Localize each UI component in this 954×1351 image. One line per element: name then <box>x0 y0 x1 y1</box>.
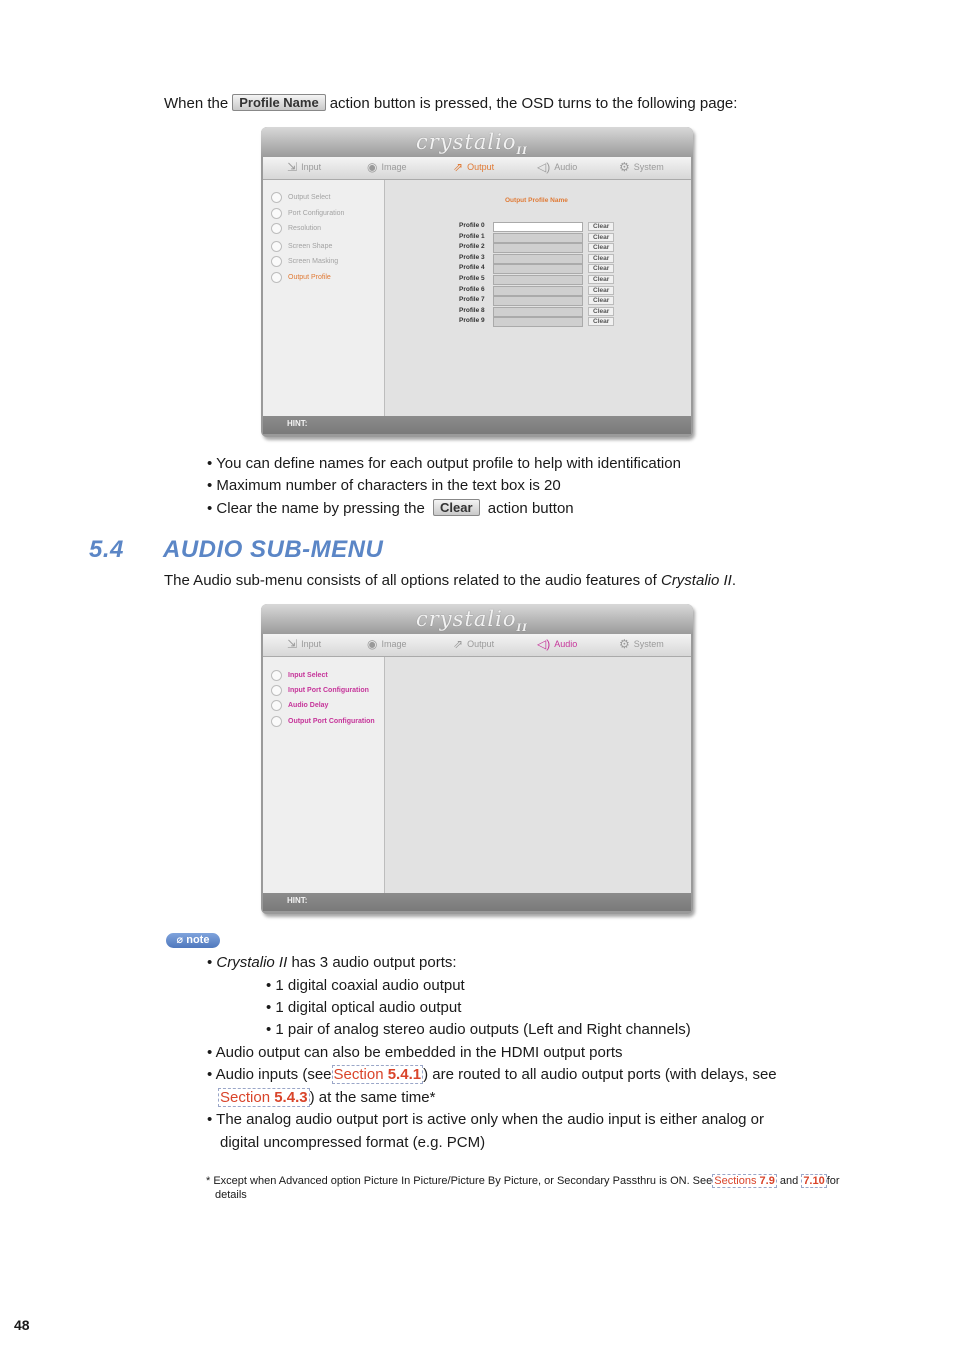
tab-label: System <box>633 162 664 172</box>
radio-icon <box>271 670 282 681</box>
bullet-clear: • Clear the name by pressing the Clear action button <box>207 500 574 517</box>
menu-label: Screen Masking <box>288 258 339 265</box>
tab-input <box>287 160 321 174</box>
tab-label: Image <box>381 162 407 172</box>
tab-label: Input <box>301 162 322 172</box>
eye-icon: ◉ <box>367 160 378 174</box>
osd-title-bar <box>261 604 693 634</box>
tab-system <box>619 160 664 174</box>
speaker-icon: ◁) <box>537 160 551 174</box>
link-number: 7.9 <box>759 1175 775 1187</box>
profile-name-input <box>493 264 583 274</box>
footnote <box>206 1174 840 1188</box>
tab-label: Output <box>467 639 495 649</box>
clear-button: Clear <box>588 296 614 305</box>
menu-label: Input Port Configuration <box>288 687 369 694</box>
output-icon: ⇗ <box>453 160 464 174</box>
menu-label: Port Configuration <box>288 210 345 217</box>
osd-tab-bar <box>263 157 691 180</box>
clear-button: Clear <box>588 275 614 284</box>
osd-title-bar <box>261 127 693 157</box>
tab-audio <box>537 160 577 174</box>
link-section-5-4-3[interactable] <box>218 1088 310 1107</box>
sub-bullet-optical: • 1 digital optical audio output <box>266 999 462 1016</box>
profile-label: Profile 1 <box>459 233 485 240</box>
bullet-text: The analog audio output port is active only when the audio input is either analog or <box>216 1111 765 1128</box>
link-word: Section <box>333 1066 384 1083</box>
osd-hint-bar <box>263 416 691 434</box>
tab-label: Input <box>301 639 322 649</box>
footnote-text: Except when Advanced option Picture In Picture/Picture By Picture, or Secondary Passthru is ON. See <box>213 1175 713 1187</box>
bullet-text: Audio output can also be embedded in the HDMI output ports <box>215 1044 623 1061</box>
link-word: Sections <box>714 1175 757 1187</box>
clear-button: Clear <box>588 243 614 252</box>
logo-text: crystalio <box>416 607 517 631</box>
clear-button: Clear <box>588 233 614 242</box>
link-number: 5.4.3 <box>274 1089 308 1106</box>
radio-icon <box>271 256 282 267</box>
input-icon: ⇲ <box>287 637 298 651</box>
menu-item-input-port-configuration <box>271 685 369 696</box>
osd-empty-panel <box>385 657 691 893</box>
logo-sub: II <box>516 146 528 158</box>
bullet-max-chars: • Maximum number of characters in the text box is 20 <box>207 477 561 494</box>
logo-sub: II <box>516 623 528 635</box>
footnote-for: for <box>826 1175 840 1187</box>
profile-label: Profile 0 <box>459 222 485 229</box>
osd-output-profile-screenshot <box>261 127 693 437</box>
sub-bullet-analog: • 1 pair of analog stereo audio outputs (Left and Right channels) <box>266 1021 691 1038</box>
osd-side-menu <box>263 657 385 893</box>
clear-button: Clear <box>588 264 614 273</box>
section-number: 5.4 <box>89 536 124 563</box>
tab-output <box>453 160 494 174</box>
bullet-text: Audio inputs (see <box>215 1066 332 1083</box>
clear-button: Clear <box>588 307 614 316</box>
profile-label: Profile 4 <box>459 264 485 271</box>
output-icon: ⇗ <box>453 637 464 651</box>
radio-icon <box>271 223 282 234</box>
profile-name-input <box>493 233 583 243</box>
radio-icon <box>271 272 282 283</box>
menu-label: Output Select <box>288 194 331 201</box>
tab-system <box>619 637 664 651</box>
menu-label: Output Profile <box>288 274 331 281</box>
link-sections-7-9[interactable] <box>712 1174 777 1188</box>
bullet-text: You can define names for each output profile to help with identification <box>216 455 681 472</box>
note-bullet-analog-active: • The analog audio output port is active only when the audio input is either analog or <box>207 1111 765 1128</box>
profile-name-input <box>493 275 583 285</box>
radio-icon <box>271 208 282 219</box>
page-number: 48 <box>14 1317 30 1333</box>
intro-line <box>164 94 737 114</box>
input-icon: ⇲ <box>287 160 298 174</box>
link-number: 7.10 <box>803 1175 825 1187</box>
tab-label: Audio <box>554 162 578 172</box>
profile-name-input <box>493 222 583 232</box>
osd-audio-screenshot <box>261 604 693 914</box>
menu-label: Output Port Configuration <box>288 718 375 725</box>
note-bullet-analog-active-cont <box>220 1133 485 1153</box>
menu-item-screen-shape <box>271 241 332 252</box>
tab-image <box>367 160 407 174</box>
hint-label: HINT: <box>287 896 308 905</box>
menu-item-output-port-configuration <box>271 716 375 727</box>
intro-text: When the <box>164 95 229 112</box>
bullet-define-names: • You can define names for each output profile to help with identification <box>207 455 681 472</box>
osd-tab-bar <box>263 634 691 657</box>
bullet-text: 1 digital coaxial audio output <box>275 977 465 994</box>
radio-icon <box>271 700 282 711</box>
bullet-text: Clear the name by pressing the <box>216 500 425 517</box>
link-section-7-10[interactable] <box>801 1174 826 1188</box>
hint-label: HINT: <box>287 419 308 428</box>
menu-label: Input Select <box>288 672 328 679</box>
tab-output <box>453 637 494 651</box>
note-bullet-audio-inputs: • Audio inputs (see Section 5.4.1 ) are routed to all audio output ports (with delays, see <box>207 1066 777 1083</box>
osd-profile-panel <box>385 180 691 416</box>
speaker-icon: ◁) <box>537 637 551 651</box>
bullet-text: 1 digital optical audio output <box>275 999 462 1016</box>
osd-hint-bar <box>263 893 691 911</box>
bullet-text: has 3 audio output ports: <box>291 954 457 971</box>
profile-name-input <box>493 243 583 253</box>
product-name: Crystalio II <box>660 572 732 589</box>
tab-input <box>287 637 321 651</box>
menu-item-output-select <box>271 192 330 203</box>
profile-label: Profile 7 <box>459 296 485 303</box>
intro-text: The Audio sub-menu consists of all options related to the audio features of <box>164 572 657 589</box>
footnote-line2: details <box>215 1189 247 1201</box>
profile-label: Profile 2 <box>459 243 485 250</box>
note-bullet-audio-inputs-cont <box>218 1088 435 1108</box>
profile-label: Profile 9 <box>459 317 485 324</box>
section-title: AUDIO SUB-MENU <box>163 536 384 563</box>
profile-label: Profile 3 <box>459 254 485 261</box>
tab-audio <box>537 637 577 651</box>
menu-label: Resolution <box>288 225 322 232</box>
clear-button-label: Clear <box>433 499 480 516</box>
bullet-text: Maximum number of characters in the text box is 20 <box>216 477 561 494</box>
profile-name-input <box>493 286 583 296</box>
profile-label: Profile 8 <box>459 307 485 314</box>
tab-label: Audio <box>554 639 578 649</box>
clear-button: Clear <box>588 222 614 231</box>
link-section-5-4-1[interactable] <box>332 1065 424 1084</box>
menu-item-port-configuration <box>271 208 344 219</box>
clear-button: Clear <box>588 254 614 263</box>
product-name: Crystalio II <box>216 954 288 971</box>
profile-name-input <box>493 296 583 306</box>
link-number: 5.4.1 <box>387 1066 422 1083</box>
bullet-text: 1 pair of analog stereo audio outputs (Left and Right channels) <box>275 1021 691 1038</box>
paperclip-icon: ⌀ <box>176 934 187 946</box>
menu-item-screen-masking <box>271 256 338 267</box>
menu-item-output-profile <box>271 272 331 283</box>
profile-label: Profile 5 <box>459 275 485 282</box>
tab-label: Image <box>381 639 407 649</box>
bullet-text: digital uncompressed format (e.g. PCM) <box>220 1134 486 1151</box>
menu-label: Audio Delay <box>288 702 329 709</box>
footnote-star: * <box>206 1175 211 1187</box>
radio-icon <box>271 685 282 696</box>
period: . <box>731 572 737 589</box>
gear-icon: ⚙ <box>619 637 630 651</box>
radio-icon <box>271 241 282 252</box>
intro-text-end: action button is pressed, the OSD turns to the following page: <box>329 95 738 112</box>
clear-button: Clear <box>588 317 614 326</box>
footnote-and: and <box>779 1175 799 1187</box>
profile-label: Profile 6 <box>459 286 485 293</box>
gear-icon: ⚙ <box>619 160 630 174</box>
tab-label: System <box>633 639 664 649</box>
profile-name-button-label: Profile Name <box>232 94 325 111</box>
radio-icon <box>271 716 282 727</box>
panel-title: Output Profile Name <box>505 197 568 204</box>
menu-label: Screen Shape <box>288 243 333 250</box>
tab-label: Output <box>467 162 495 172</box>
bullet-text-end: action button <box>487 500 574 517</box>
profile-name-input <box>493 254 583 264</box>
radio-icon <box>271 192 282 203</box>
note-badge <box>166 933 220 948</box>
note-bullet-hdmi: • Audio output can also be embedded in the HDMI output ports <box>207 1044 623 1061</box>
note-label: note <box>186 934 210 946</box>
note-bullet-ports: • Crystalio II has 3 audio output ports: <box>207 954 457 971</box>
bullet-text-mid: ) are routed to all audio output ports (with delays, see <box>423 1066 777 1083</box>
bullet-text-end: ) at the same time* <box>309 1089 436 1106</box>
crystalio-logo <box>416 130 528 157</box>
profile-name-input <box>493 307 583 317</box>
osd-side-menu <box>263 180 385 416</box>
clear-button: Clear <box>588 286 614 295</box>
sub-bullet-coaxial: • 1 digital coaxial audio output <box>266 977 465 994</box>
link-word: Section <box>220 1089 271 1106</box>
eye-icon: ◉ <box>367 637 378 651</box>
profile-name-input <box>493 317 583 327</box>
section-intro <box>164 571 736 591</box>
tab-image <box>367 637 407 651</box>
menu-item-input-select <box>271 670 328 681</box>
crystalio-logo <box>416 607 528 634</box>
menu-item-audio-delay <box>271 700 328 711</box>
menu-item-resolution <box>271 223 321 234</box>
logo-text: crystalio <box>416 130 517 154</box>
